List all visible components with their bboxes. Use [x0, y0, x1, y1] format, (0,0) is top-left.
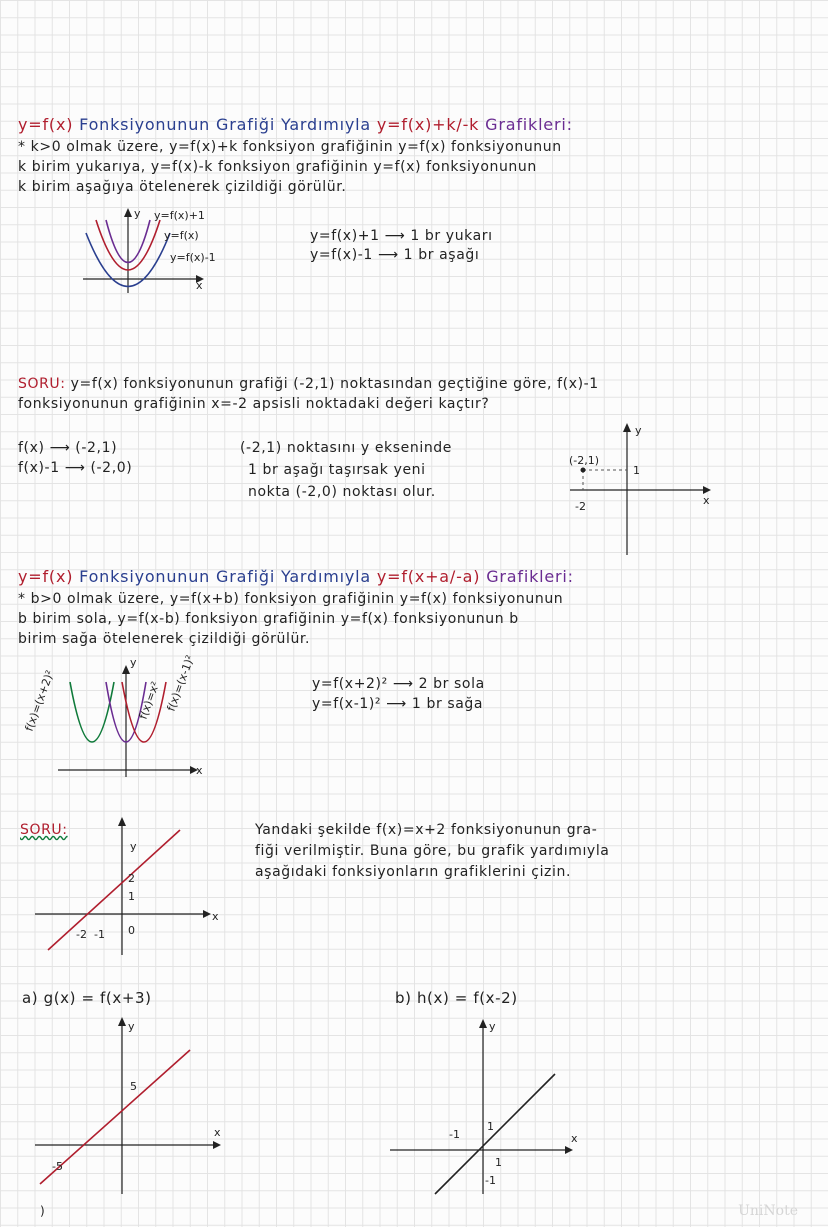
section2-title-rest: Fonksiyonunun Grafiği Yardımıyla [79, 567, 371, 586]
point-marker [581, 468, 586, 473]
section1-title-fx: y=f(x) [18, 115, 74, 134]
label-minus-two: -2 [76, 928, 87, 941]
horizontal-shift-graph [18, 652, 218, 782]
y-arrow-icon [124, 208, 132, 217]
label-x: x [571, 1132, 578, 1145]
label-minus-one: -1 [94, 928, 105, 941]
soru1-explain-2: 1 br aşağı taşırsak yeni [248, 462, 426, 478]
y-arrow-icon [122, 665, 130, 674]
soru1-point-graph [565, 420, 715, 560]
label-y-one: 1 [487, 1120, 494, 1133]
label-y: y [134, 207, 141, 220]
label-minus-two: -2 [575, 500, 586, 513]
soru2-label: SORU: [20, 822, 68, 838]
label-x-minus-one: -1 [449, 1128, 460, 1141]
label-origin: 0 [128, 924, 135, 937]
shift-right-note: y=f(x-1)² ⟶ 1 br sağa [312, 696, 484, 712]
section2-title [18, 568, 574, 585]
label-x: x [703, 494, 710, 507]
section1-line-1: * k>0 olmak üzere, y=f(x)+k fonksiyon grafiğinin y=f(x) fonksiyonunun [18, 139, 562, 155]
label-two: 2 [128, 872, 135, 885]
soru2-text-1: Yandaki şekilde f(x)=x+2 fonksiyonunun gra- [255, 822, 598, 838]
section2-title-formula: y=f(x+a/-a) [376, 567, 481, 586]
label-one: 1 [128, 890, 135, 903]
function-line [48, 830, 180, 950]
label-point: (-2,1) [569, 454, 600, 467]
label-x: x [196, 764, 203, 777]
label-y: y [489, 1020, 496, 1033]
y-arrow-icon [118, 1017, 126, 1026]
section2-line-3: birim sağa ötelenerek çizildiği görülür. [18, 631, 311, 647]
label-one: 1 [633, 464, 640, 477]
linear-function-graph [30, 810, 230, 960]
label-y: y [128, 1020, 135, 1033]
label-left-shift: f(x)=(x+2)² [22, 668, 57, 734]
y-arrow-icon [479, 1019, 487, 1028]
vertical-shift-graph [78, 205, 258, 295]
label-minus-five: -5 [52, 1160, 63, 1173]
section1-title-rest: Fonksiyonunun Grafiği Yardımıyla [79, 115, 371, 134]
soru2-text-2: fiği verilmiştir. Buna göre, bu grafik yardımıyla [255, 843, 610, 859]
section1-line-3: k birim aşağıya ötelenerek çizildiği görülür. [18, 179, 347, 195]
label-fx-minus-1: y=f(x)-1 [170, 251, 216, 264]
footer-mark: ) [40, 1204, 46, 1218]
soru1-question-text-1: y=f(x) fonksiyonunun grafiği (-2,1) noktasından geçtiğine göre, f(x)-1 [70, 376, 599, 392]
x-arrow-icon [703, 486, 711, 494]
label-x-one: 1 [495, 1156, 502, 1169]
soru1-label: SORU: [18, 376, 66, 392]
soru1-explain-1: (-2,1) noktasını y ekseninde [240, 440, 452, 456]
y-arrow-icon [623, 423, 631, 432]
soru2-text-3: aşağıdaki fonksiyonların grafiklerini çizin. [255, 864, 572, 880]
label-y: y [130, 840, 137, 853]
soru1-map-2: f(x)-1 ⟶ (-2,0) [18, 460, 133, 476]
part-a-label: a) g(x) = f(x+3) [22, 989, 152, 1007]
soru1-explain-3: nokta (-2,0) noktası olur. [248, 484, 436, 500]
section2-title-end: Grafikleri: [486, 567, 574, 586]
soru1-question-line-2: fonksiyonunun grafiğinin x=-2 apsisli noktadaki değeri kaçtır? [18, 396, 490, 412]
label-right-shift: f(x)=(x-1)² [164, 653, 197, 714]
label-x: x [214, 1126, 221, 1139]
section2-title-fx: y=f(x) [18, 567, 74, 586]
shift-down-note: y=f(x)-1 ⟶ 1 br aşağı [310, 247, 480, 263]
label-y: y [635, 424, 642, 437]
section1-line-2: k birim yukarıya, y=f(x)-k fonksiyon grafiğinin y=f(x) fonksiyonunun [18, 159, 537, 175]
label-fx: y=f(x) [164, 229, 199, 242]
x-arrow-icon [203, 910, 211, 918]
x-arrow-icon [565, 1146, 573, 1154]
watermark: UniNote [738, 1203, 798, 1219]
part-b-graph [385, 1012, 595, 1197]
label-y: y [130, 656, 137, 669]
section1-title-end: Grafikleri: [485, 115, 573, 134]
label-x: x [212, 910, 219, 923]
soru1-map-1: f(x) ⟶ (-2,1) [18, 440, 118, 456]
label-y-minus-one: -1 [485, 1174, 496, 1187]
section2-line-1: * b>0 olmak üzere, y=f(x+b) fonksiyon grafiğinin y=f(x) fonksiyonunun [18, 591, 564, 607]
label-five: 5 [130, 1080, 137, 1093]
section1-title-formula: y=f(x)+k/-k [376, 115, 480, 134]
y-arrow-icon [118, 817, 126, 826]
part-b-label: b) h(x) = f(x-2) [395, 989, 518, 1007]
section1-title [18, 116, 573, 133]
soru1-question-line-1 [18, 376, 599, 393]
part-a-graph [30, 1012, 240, 1197]
shift-left-note: y=f(x+2)² ⟶ 2 br sola [312, 676, 485, 692]
label-fx-plus-1: y=f(x)+1 [154, 209, 205, 222]
x-arrow-icon [213, 1141, 221, 1149]
label-x: x [196, 279, 203, 292]
label-base: f(x)=x² [136, 679, 163, 722]
section2-line-2: b birim sola, y=f(x-b) fonksiyon grafiğinin y=f(x) fonksiyonunun b [18, 611, 519, 627]
shift-up-note: y=f(x)+1 ⟶ 1 br yukarı [310, 228, 493, 244]
